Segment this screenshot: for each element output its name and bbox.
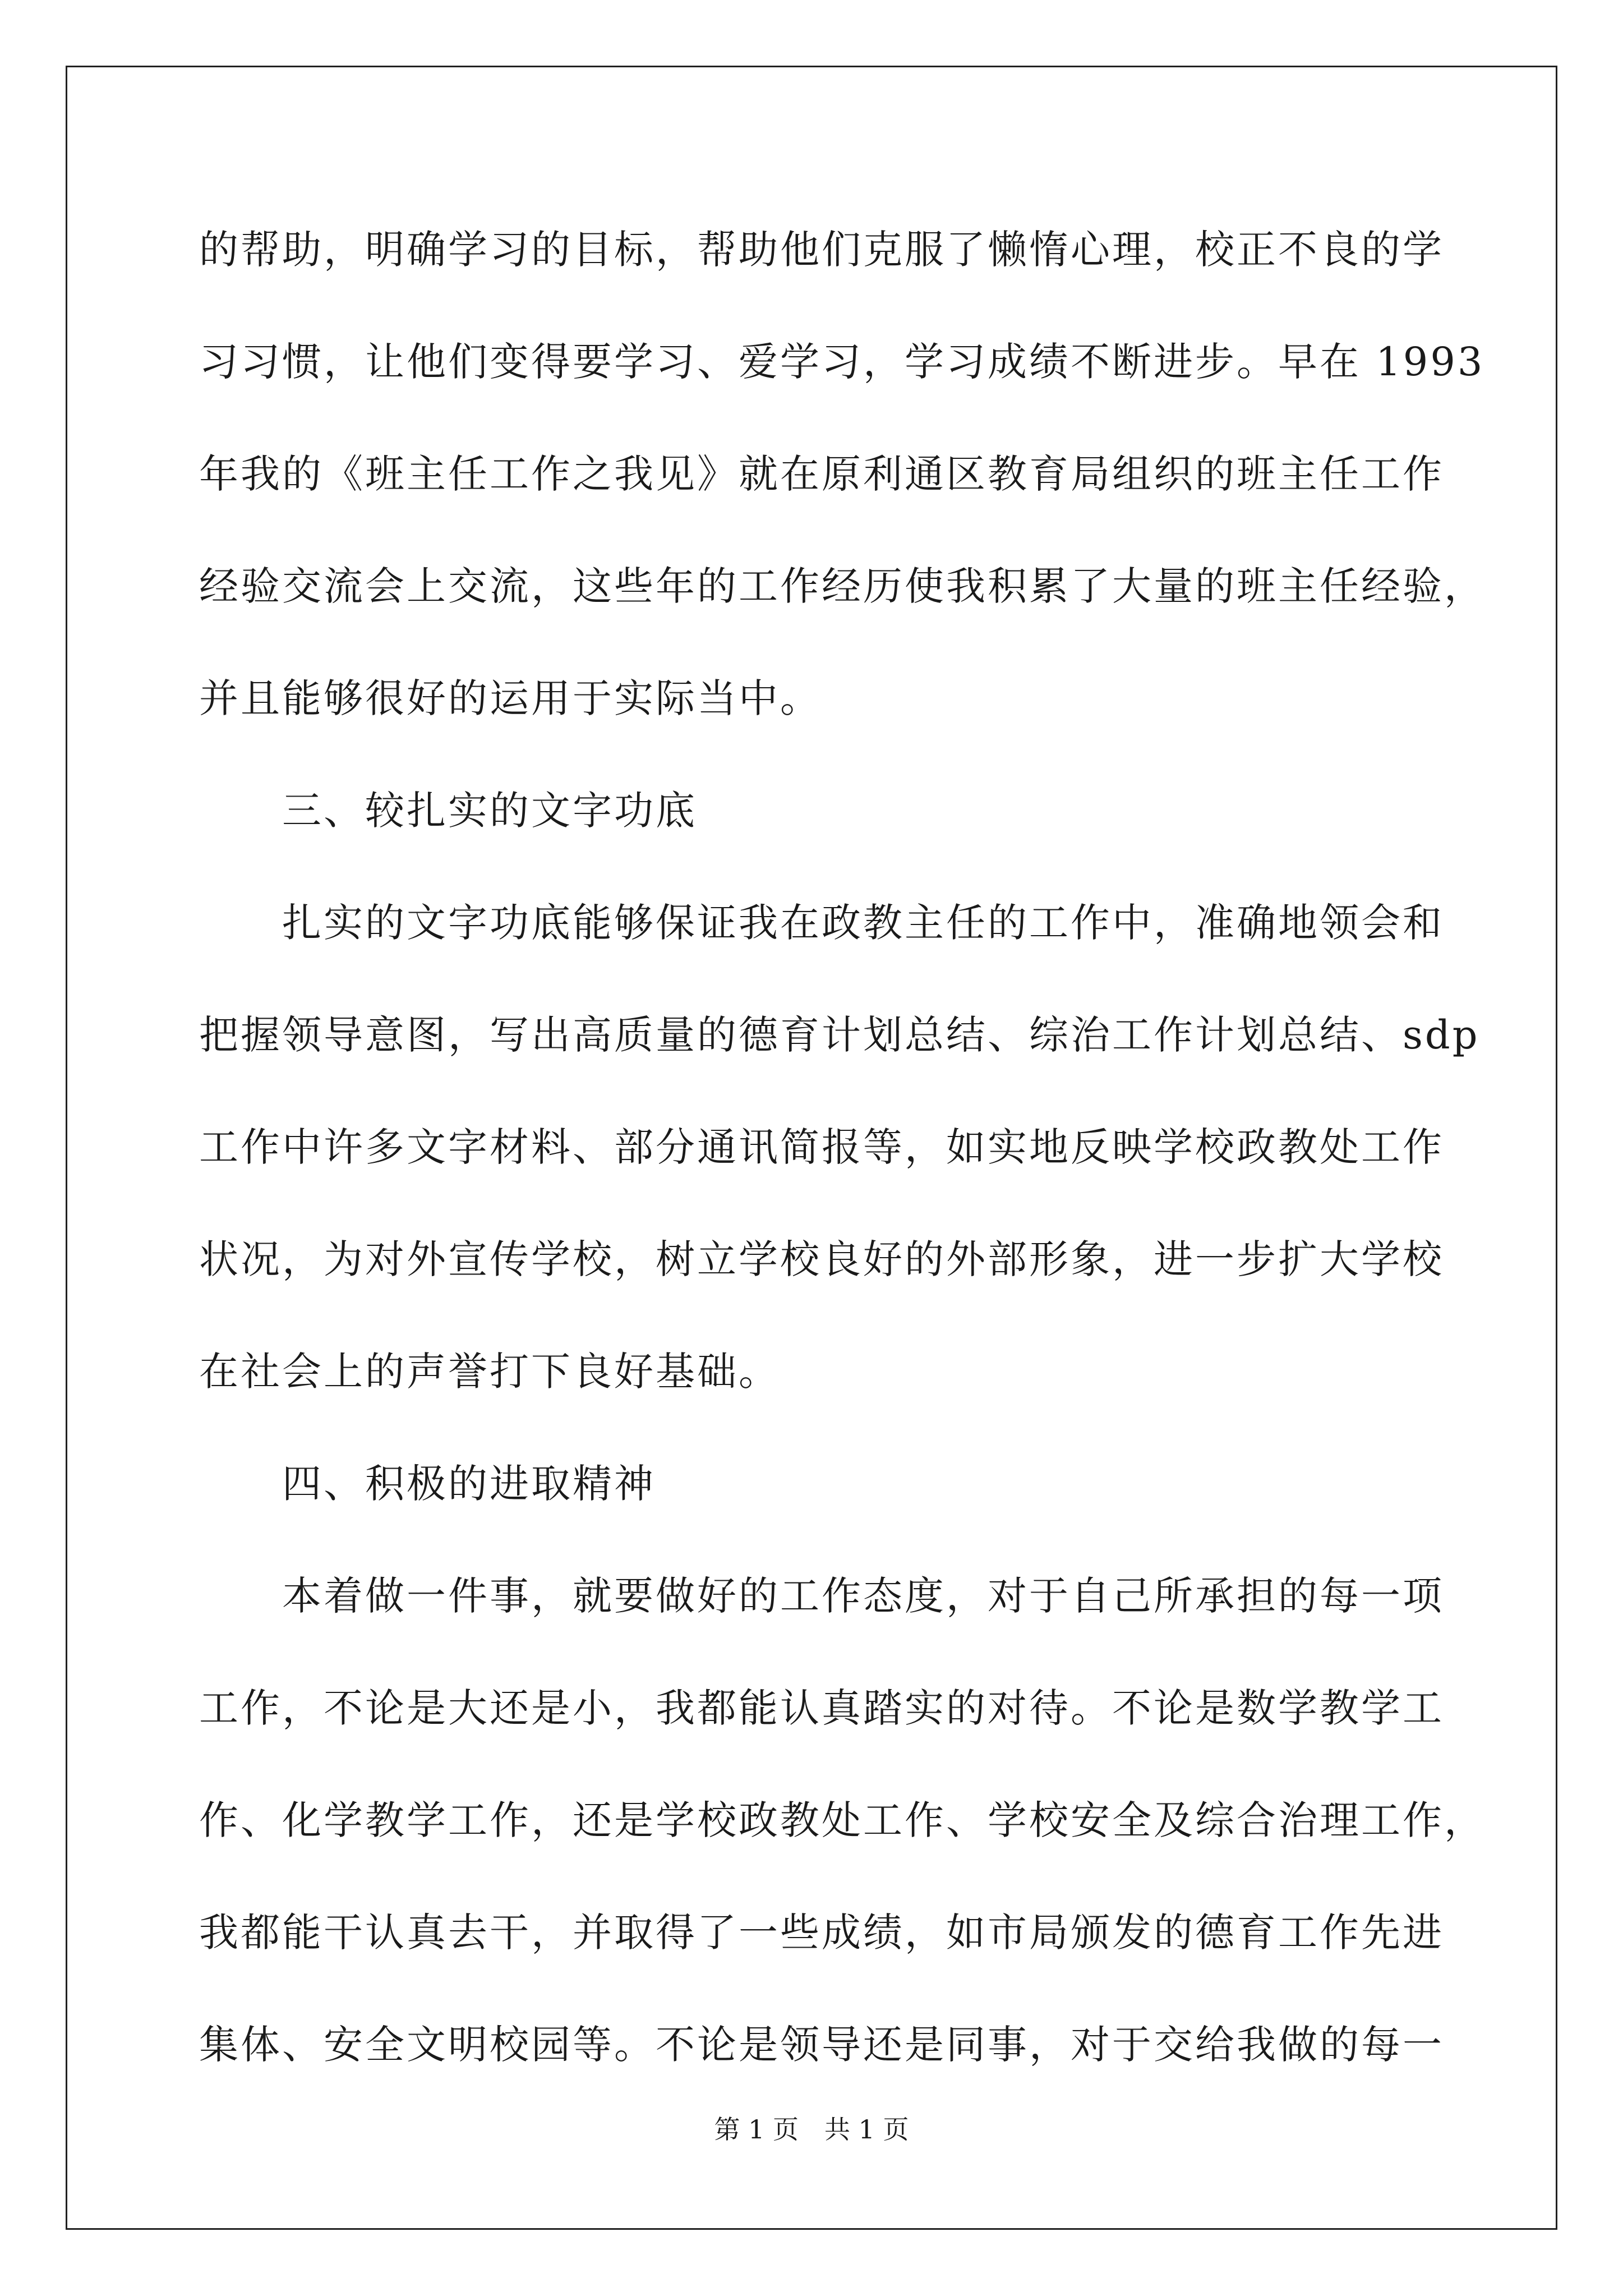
text-line: 习习惯，让他们变得要学习、爱学习，学习成绩不断进步。早在 1993 [199,339,1485,385]
page-number-footer: 第 1 页 共 1 页 [714,2114,909,2145]
text-line: 集体、安全文明校园等。不论是领导还是同事，对于交给我做的每一 [199,2022,1444,2068]
text-line: 状况，为对外宣传学校，树立学校良好的外部形象，进一步扩大学校 [199,1236,1444,1282]
text-line: 年我的《班主任工作之我见》就在原利通区教育局组织的班主任工作 [199,451,1444,497]
text-line: 工作，不论是大还是小，我都能认真踏实的对待。不论是数学教学工 [199,1685,1444,1731]
text-line: 经验交流会上交流，这些年的工作经历使我积累了大量的班主任经验， [199,563,1486,609]
text-line: 我都能干认真去干，并取得了一些成绩，如市局颁发的德育工作先进 [199,1910,1444,1955]
text-line: 把握领导意图，写出高质量的德育计划总结、综治工作计划总结、sdp [199,1012,1480,1058]
section-heading: 三、较扎实的文字功底 [199,788,697,834]
text-line: 作、化学教学工作，还是学校政教处工作、学校安全及综合治理工作， [199,1797,1486,1843]
text-line: 扎实的文字功底能够保证我在政教主任的工作中，准确地领会和 [199,900,1444,946]
section-heading: 四、积极的进取精神 [199,1461,656,1507]
document-body [199,213,1486,2120]
text-line: 本着做一件事，就要做好的工作态度，对于自己所承担的每一项 [199,1573,1444,1619]
text-line: 工作中许多文字材料、部分通讯简报等，如实地反映学校政教处工作 [199,1124,1444,1170]
text-line: 的帮助，明确学习的目标，帮助他们克服了懒惰心理，校正不良的学 [199,227,1444,273]
text-line: 在社会上的声誉打下良好基础。 [199,1349,780,1395]
text-line: 并且能够很好的运用于实际当中。 [199,675,822,721]
